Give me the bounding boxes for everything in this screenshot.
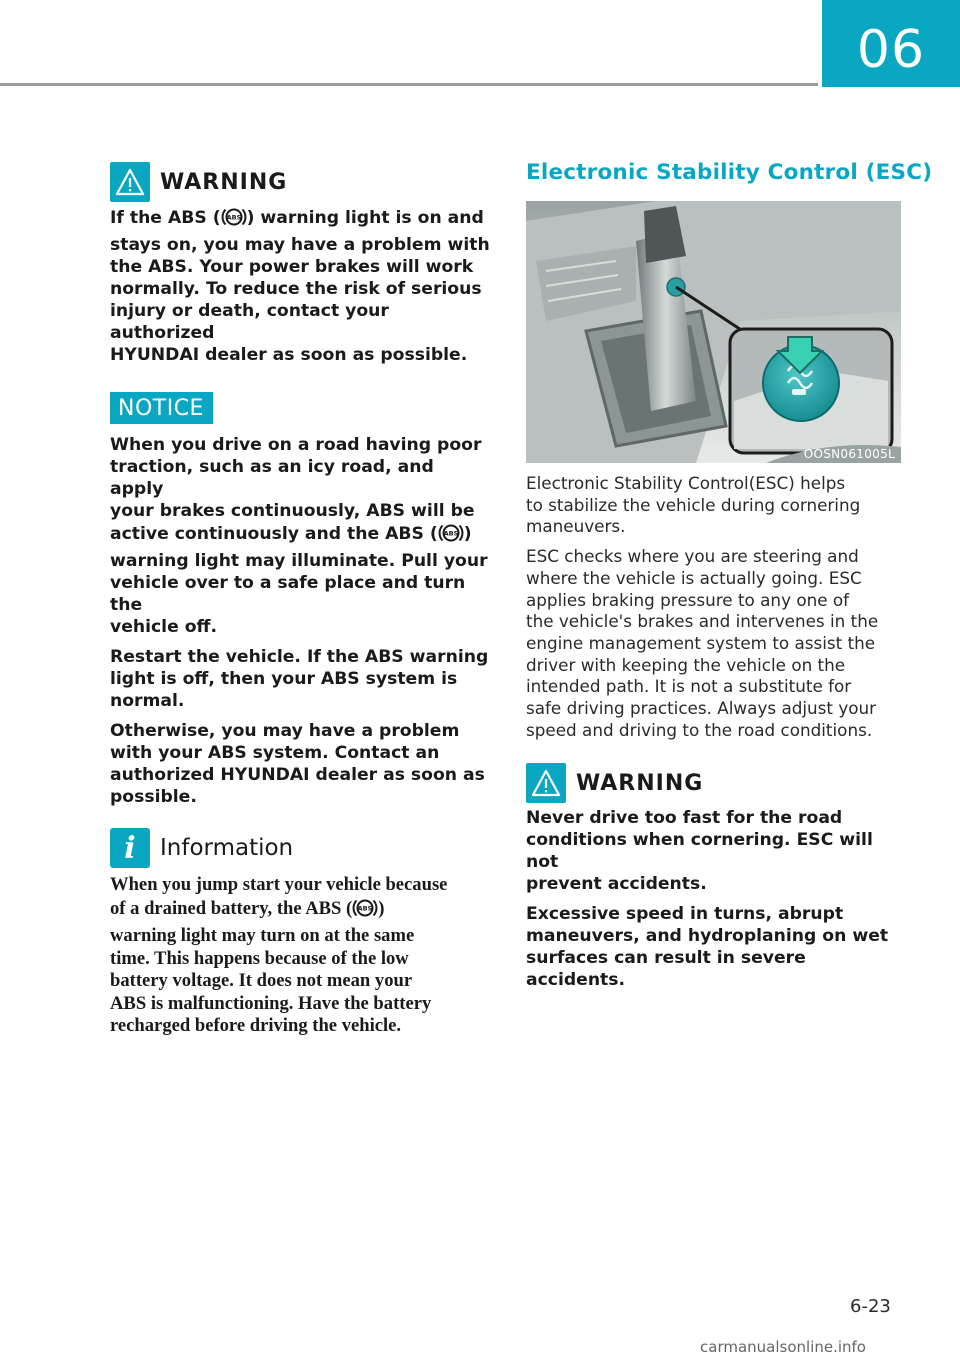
header-rule xyxy=(0,83,818,86)
text-line: battery voltage. It does not mean your xyxy=(110,970,413,991)
text-line: authorized HYUNDAI dealer as soon as xyxy=(110,765,485,785)
right-column xyxy=(526,160,933,999)
text-line: ) xyxy=(378,897,385,919)
text-line: conditions when cornering. ESC will not xyxy=(526,830,873,873)
page-number: 6-23 xyxy=(850,1296,891,1317)
text-line: surfaces can result in severe accidents. xyxy=(526,948,806,991)
text-line: ) warning light is on and xyxy=(246,208,484,228)
text-line: driver with keeping the vehicle on the xyxy=(526,654,846,675)
watermark: carmanualsonline.info xyxy=(700,1338,866,1356)
text-line: engine management system to assist the xyxy=(526,632,876,653)
abs-icon xyxy=(438,522,464,550)
text-line: recharged before driving the vehicle. xyxy=(110,1015,402,1036)
text-line: the vehicle's brakes and intervenes in the xyxy=(526,611,879,632)
section-title: Electronic Stability Control (ESC) xyxy=(526,160,933,185)
text-line: safe driving practices. Always adjust your xyxy=(526,698,877,719)
text-line: vehicle off. xyxy=(110,617,217,637)
text-line: where the vehicle is actually going. ESC xyxy=(526,567,862,588)
text-line: maneuvers. xyxy=(526,516,626,537)
text-line: Excessive speed in turns, abrupt xyxy=(526,904,844,925)
text-line: When you jump start your vehicle because xyxy=(110,874,448,895)
esc-description xyxy=(526,473,906,741)
text-line: light is off, then your ABS system is xyxy=(110,669,458,689)
text-line: of a drained battery, the ABS ( xyxy=(110,897,353,919)
text-line: ABS is malfunctioning. Have the battery xyxy=(110,992,432,1014)
text-line: ESC checks where you are steering and xyxy=(526,546,859,567)
text-line: speed and driving to the road conditions. xyxy=(526,719,873,740)
text-line: Otherwise, you may have a problem xyxy=(110,721,460,741)
esc-warning-header xyxy=(526,761,906,805)
text-line: vehicle over to a safe place and turn the xyxy=(110,573,466,615)
text-line: prevent accidents. xyxy=(526,874,707,895)
text-line: normal. xyxy=(110,691,185,711)
information-header xyxy=(110,826,490,870)
text-line: maneuvers, and hydroplaning on wet xyxy=(526,926,889,947)
chapter-tab xyxy=(822,0,960,87)
text-line: stays on, you may have a problem with xyxy=(110,235,490,255)
text-line: If the ABS ( xyxy=(110,208,221,228)
text-line: intended path. It is not a substitute for xyxy=(526,676,852,697)
text-line: Electronic Stability Control(ESC) helps xyxy=(526,473,846,493)
warning-title: WARNING xyxy=(576,770,704,796)
warning-triangle-icon xyxy=(110,162,150,202)
text-line: to stabilize the vehicle during cornering xyxy=(526,494,861,515)
esc-button-photo xyxy=(526,201,901,463)
svg-text:ABS: ABS xyxy=(226,213,241,222)
text-line: Never drive too fast for the road xyxy=(526,808,843,829)
text-line: your brakes continuously, ABS will be xyxy=(110,501,475,521)
text-line: normally. To reduce the risk of serious xyxy=(110,279,482,299)
text-line: applies braking pressure to any one of xyxy=(526,589,850,610)
text-line: active continuously and the ABS ( xyxy=(110,524,438,544)
text-line: possible. xyxy=(110,787,197,807)
info-icon: i xyxy=(110,828,150,868)
abs-icon xyxy=(221,206,247,234)
notice-header xyxy=(110,392,490,424)
svg-text:ABS: ABS xyxy=(357,904,373,912)
text-line: with your ABS system. Contact an xyxy=(110,743,440,763)
text-line: time. This happens because of the low xyxy=(110,947,409,969)
abs-warning-text xyxy=(110,206,490,366)
notice-badge: NOTICE xyxy=(110,392,213,424)
warning-title: WARNING xyxy=(160,169,288,195)
text-line: warning light may turn on at the same xyxy=(110,925,415,946)
text-line: warning light may illuminate. Pull your xyxy=(110,551,488,571)
warning-triangle-icon xyxy=(526,763,566,803)
abs-icon xyxy=(352,897,378,926)
text-line: injury or death, contact your authorized xyxy=(110,301,389,343)
photo-caption: OOSN061005L xyxy=(803,447,895,461)
notice-text xyxy=(110,434,490,808)
text-line: traction, such as an icy road, and apply xyxy=(110,457,434,499)
text-line: ) xyxy=(463,524,472,544)
text-line: Restart the vehicle. If the ABS warning xyxy=(110,647,489,667)
left-column xyxy=(110,160,490,1038)
svg-text:ABS: ABS xyxy=(443,529,459,538)
text-line: When you drive on a road having poor xyxy=(110,435,482,455)
information-text xyxy=(110,874,490,1038)
chapter-number: 06 xyxy=(856,20,926,80)
esc-warning-text xyxy=(526,807,906,991)
text-line: HYUNDAI dealer as soon as possible. xyxy=(110,345,468,365)
information-title: Information xyxy=(160,835,294,861)
text-line: the ABS. Your power brakes will work xyxy=(110,257,474,277)
abs-warning-header xyxy=(110,160,490,204)
